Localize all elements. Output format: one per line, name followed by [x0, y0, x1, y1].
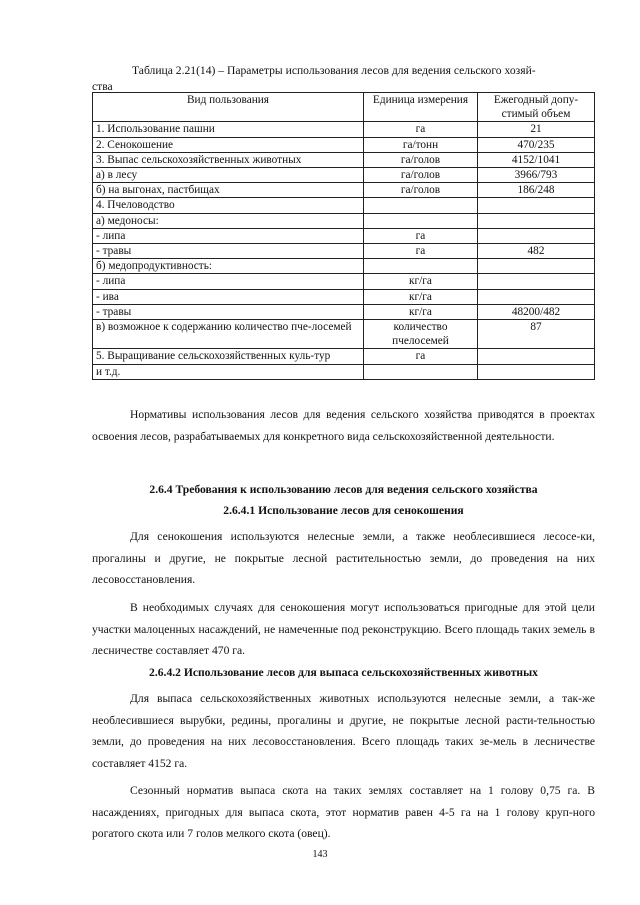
- table-row: [93, 152, 595, 167]
- section-heading-2-6-4: 2.6.4 Требования к использованию лесов для ведения сельского хозяйства: [149, 483, 538, 496]
- unit-cell: га: [364, 244, 478, 259]
- volume-cell: 48200/482: [478, 304, 595, 319]
- volume-cell: [478, 274, 595, 289]
- parameters-table: [92, 92, 595, 380]
- unit-cell: количество пчелосемей: [364, 320, 478, 349]
- table-row: [93, 320, 595, 349]
- volume-cell: 87: [478, 320, 595, 349]
- volume-cell: [478, 289, 595, 304]
- volume-cell: [478, 228, 595, 243]
- volume-cell: 3966/793: [478, 168, 595, 183]
- table-row: [93, 213, 595, 228]
- section-heading-2-6-4-2: 2.6.4.2 Использование лесов для выпаса сельскохозяйственных животных: [149, 666, 538, 679]
- unit-cell: га/голов: [364, 183, 478, 198]
- paragraph-grazing-lands: Для выпаса сельскохозяйственных животных используются нелесные земли, а так-же необлесившиеся вырубки, редины, прогалины и другие, не покрытые лесной расти-тельностью земли, до проведения на них лесовосстановления. Всего площадь таких зе-мель в лесничестве составляет 4152 га.: [92, 692, 595, 770]
- unit-cell: кг/га: [364, 289, 478, 304]
- usage-cell: а) медоносы:: [93, 213, 364, 228]
- unit-cell: [364, 198, 478, 213]
- table-row: [93, 137, 595, 152]
- unit-cell: кг/га: [364, 274, 478, 289]
- unit-cell: [364, 213, 478, 228]
- table-caption-line1: Таблица 2.21(14) – Параметры использования лесов для ведения сельского хозяй-: [132, 64, 536, 77]
- paragraph-haymaking-lands: Для сенокошения используются нелесные земли, а также необлесившиеся лесосе-ки, прогалины и другие, не покрытые лесной растительностью земли, до проведения на них лесовосстановления.: [92, 530, 595, 586]
- table-row: [93, 122, 595, 137]
- table-row: [93, 259, 595, 274]
- paragraph-haymaking-area: В необходимых случаях для сенокошения могут использоваться пригодные для этой цели участки малоценных насаждений, не намеченные под реконструкцию. Всего площадь таких земель в лесничестве составляет 470 га.: [92, 601, 595, 657]
- volume-cell: 186/248: [478, 183, 595, 198]
- unit-cell: га/голов: [364, 168, 478, 183]
- usage-cell: - ива: [93, 289, 364, 304]
- usage-cell: - липа: [93, 228, 364, 243]
- volume-cell: 4152/1041: [478, 152, 595, 167]
- usage-cell: б) медопродуктивность:: [93, 259, 364, 274]
- unit-cell: га: [364, 122, 478, 137]
- unit-cell: га/тонн: [364, 137, 478, 152]
- volume-cell: [478, 198, 595, 213]
- volume-cell: [478, 349, 595, 364]
- usage-cell: 5. Выращивание сельскохозяйственных куль-тур: [93, 349, 364, 364]
- table-row: [93, 304, 595, 319]
- table-row: [93, 168, 595, 183]
- unit-cell: га/голов: [364, 152, 478, 167]
- unit-cell: га: [364, 349, 478, 364]
- usage-cell: и т.д.: [93, 364, 364, 379]
- usage-cell: - травы: [93, 304, 364, 319]
- volume-cell: [478, 364, 595, 379]
- volume-cell: 21: [478, 122, 595, 137]
- usage-cell: в) возможное к содержанию количество пче-лосемей: [93, 320, 364, 349]
- section-heading-2-6-4-1: 2.6.4.1 Использование лесов для сенокошения: [223, 504, 464, 517]
- table-row: [93, 183, 595, 198]
- usage-cell: 1. Использование пашни: [93, 122, 364, 137]
- usage-cell: 3. Выпас сельскохозяйственных животных: [93, 152, 364, 167]
- usage-cell: б) на выгонах, пастбищах: [93, 183, 364, 198]
- table-row: [93, 198, 595, 213]
- table-row: [93, 349, 595, 364]
- unit-cell: [364, 259, 478, 274]
- usage-cell: - липа: [93, 274, 364, 289]
- table-caption: [92, 63, 584, 95]
- volume-cell: 470/235: [478, 137, 595, 152]
- volume-cell: [478, 213, 595, 228]
- table-row: [93, 228, 595, 243]
- unit-cell: [364, 364, 478, 379]
- usage-cell: 2. Сенокошение: [93, 137, 364, 152]
- usage-cell: 4. Пчеловодство: [93, 198, 364, 213]
- table-row: [93, 364, 595, 379]
- table-caption-line2: ства: [92, 80, 113, 93]
- volume-cell: 482: [478, 244, 595, 259]
- volume-cell: [478, 259, 595, 274]
- table-row: [93, 289, 595, 304]
- table-row: [93, 244, 595, 259]
- header-unit: Единица измерения: [364, 93, 478, 122]
- paragraph-grazing-norm: Сезонный норматив выпаса скота на таких землях составляет на 1 голову 0,75 га. В насаждениях, пригодных для выпаса скота, этот норматив равен 4-5 га на 1 голову круп-ного рогатого скота или 7 голов мелкого скота (овец).: [92, 784, 595, 840]
- page-number: 143: [312, 849, 328, 860]
- table-header-row: [93, 93, 595, 122]
- header-usage-type: Вид пользования: [93, 93, 364, 122]
- unit-cell: кг/га: [364, 304, 478, 319]
- usage-cell: - травы: [93, 244, 364, 259]
- unit-cell: га: [364, 228, 478, 243]
- header-annual-volume: Ежегодный допу-стимый объем: [478, 93, 595, 122]
- table-row: [93, 274, 595, 289]
- paragraph-norms: Нормативы использования лесов для ведения сельского хозяйства приводятся в проектах освоения лесов, разрабатываемых для конкретного вида сельскохозяйственной деятельности.: [92, 408, 595, 443]
- usage-cell: а) в лесу: [93, 168, 364, 183]
